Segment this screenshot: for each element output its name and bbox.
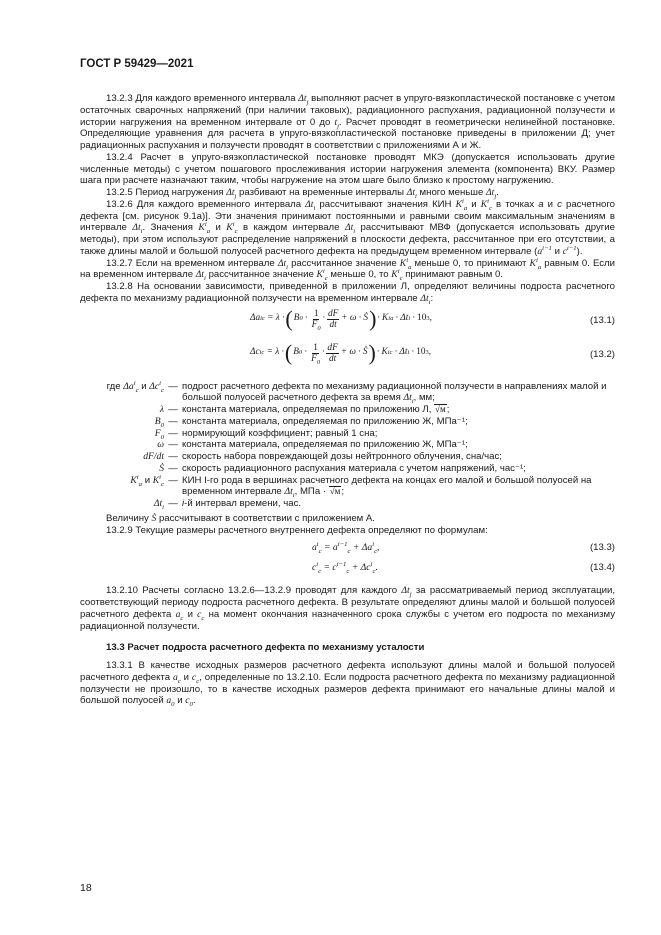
- formula-13-4-number: (13.4): [589, 562, 615, 574]
- formula-13-2-number: (13.2): [589, 348, 615, 360]
- sqrt-meter-icon: √м: [435, 404, 446, 414]
- definition-b0: $B_0$ — константа материала, определяемая по приложению Ж, МПа⁻¹;: [154, 415, 468, 429]
- formula-13-3-number: (13.3): [589, 542, 615, 554]
- definition-delta-a-c: где $\Delta a^i_c$ и $\Delta c^i_c$ — подрост расчетного дефекта по механизму радиационной ползучести в направлениях малой и большой полуосей расчетного дефекта за время $\Delta t_i$, мм;: [106, 379, 607, 406]
- paragraph-13-2-4: 13.2.4 Расчет в упруго-вязкопластической постановке проводят МКЭ (допускается использовать другие численные методы) с учетом пошагового прослеживания истории нагружения элемента (компонента) ВКУ. Размер шага при расчете назначают таким, чтобы нагружение на этом шаге было близко к простому нагружению.: [80, 151, 615, 187]
- page-number: 18: [80, 882, 92, 894]
- definition-k: $K^i_a$ и $K^i_c$ — КИН I-го рода в вершинах расчетного дефекта на концах его малой и большой полуосей на временном интервале $\Delta t_i$, МПа · √м;: [130, 473, 592, 500]
- formula-13-1-number: (13.1): [589, 314, 615, 326]
- document-body: [80, 93, 615, 707]
- definition-delta-t: $\Delta t_i$ — i-й интервал времени, час.: [153, 498, 302, 511]
- formula-13-1: [80, 305, 615, 339]
- formula-13-3: [80, 542, 615, 555]
- definition-s-dot: Ṡ — скорость радиационного распухания материала с учетом напряжений, час⁻¹;: [159, 462, 526, 474]
- paragraph-s-value: Величину Ṡ рассчитывают в соответствии с приложением А.: [106, 512, 375, 524]
- paragraph-13-2-6: 13.2.6 Для каждого временного интервала $\Delta t_i$ рассчитывают значения КИН $K^i_a$ и $K^i_c$ в точках a и c расчетного дефекта [см. рисунок 9.1а)]. Эти значения принимают постоянными и равными своим максимальным значениям в интервале $\Delta t_i$. Значения $K^i_a$ и $K^i_c$ в каждом интервале $\Delta t_i$ рассчитывают МВФ (допускается использовать другие методы), при этом используют распределение напряжений в плоскости дефекта, рассчитанное при его отсутствии, а также длины малой и большой полуосей расчетного дефекта на предыдущем временном интервале ($a^{i-1}$ и $c^{i-1}$).: [80, 197, 616, 257]
- paragraph-13-2-5: 13.2.5 Период нагружения $\Delta t_j$ разбивают на временные интервалы $\Delta t_i$ много меньше $\Delta t_j$.: [106, 187, 499, 200]
- formula-13-4: [80, 562, 615, 575]
- paragraph-13-2-9: 13.2.9 Текущие размеры расчетного внутреннего дефекта определяют по формулам:: [106, 524, 488, 536]
- formula-13-2: [80, 339, 615, 373]
- formula-13-2-expression: Δc i c = λ · ( B 0 · $\frac{1}{F_0}$ · $\frac{dF}{dt}$ + ω · Ṡ ) · K i c · Δt i · 10 3 ,: [250, 340, 432, 366]
- paragraph-13-3-1: 13.3.1 В качестве исходных размеров расчетного дефекта используют длины малой и большой полуосей расчетного дефекта $a_c$ и $c_c$, определенные по 13.2.10. Если подроста расчетного дефекта по механизму радиационной ползучести не произошло, то в качестве исходных размеров дефекта принимают его начальные длины малой и большой полуосей $a_0$ и $c_0$.: [80, 660, 615, 709]
- formula-13-3-expression: $a^i_c = a^{i-1}_c + \Delta a^i_c$,: [312, 541, 380, 556]
- document-header: ГОСТ Р 59429—2021: [80, 58, 194, 70]
- sqrt-meter-icon: √м: [329, 486, 341, 497]
- paragraph-13-2-7: 13.2.7 Если на временном интервале $\Delta t_i$ рассчитанное значение $K^i_a$ меньше 0, то принимают $K^i_a$ равным 0. Если на временном интервале $\Delta t_i$ рассчитанное значение $K^i_c$ меньше 0, то $K^i_c$ принимают равным 0.: [80, 256, 615, 283]
- definition-dfdt: dF/dt — скорость набора повреждающей дозы нейтронного облучения, сна/час;: [143, 451, 502, 462]
- symbol-definitions: [80, 381, 615, 510]
- section-title-13-3: 13.3 Расчет подроста расчетного дефекта по механизму усталости: [106, 642, 425, 654]
- definition-lambda: λ — константа материала, определяемая по приложению Л, √м;: [159, 404, 450, 415]
- definition-omega: ω — константа материала, определяемая по приложению Ж, МПа⁻¹;: [157, 439, 468, 451]
- paragraph-13-2-3: 13.2.3 Для каждого временного интервала $\Delta t_j$ выполняют расчет в упруго-вязкопластической постановке с учетом остаточных сварочных напряжений (при наличии таковых), радиационного распухания, радиационной ползучести и истории нагружения на временном интервале от 0 до $t_j$. Расчет проводят в геометрически нелинейной постановке. Определяющие уравнения для расчета в упруго-вязкопластической постановке приведены в приложении Д; учет радиационных распухания и ползучести проводят в соответствии с приложениями А и Ж.: [80, 93, 616, 151]
- formula-13-4-expression: $c^i_c = c^{i-1}_c + \Delta c^i_c$.: [312, 561, 378, 576]
- paragraph-13-2-8: 13.2.8 На основании зависимости, приведенной в приложении Л, определяют величины подроста расчетного дефекта по механизму радиационной ползучести на временном интервале $\Delta t_i$:: [80, 281, 615, 306]
- definition-f0: $F_0$ — нормирующий коэффициент; равный 1 сна;: [154, 427, 378, 441]
- paragraph-13-2-10: 13.2.10 Расчеты согласно 13.2.6—13.2.9 проводят для каждого $\Delta t_j$ за рассматриваемый период эксплуатации, соответствующий периоду подроста расчетного дефекта. В результате определяют длины малой и большой полуосей расчетного дефекта $a_c$ и $c_c$ на момент окончания назначенного срока службы с учетом его подроста по механизму радиационной ползучести.: [80, 585, 615, 632]
- formula-13-1-expression: Δa i c = λ · ( B 0 · $\frac{1}{F_0}$ · $\frac{dF}{dt}$ + ω · Ṡ ) · K i a · Δt i · 10 3 ,: [250, 306, 432, 332]
